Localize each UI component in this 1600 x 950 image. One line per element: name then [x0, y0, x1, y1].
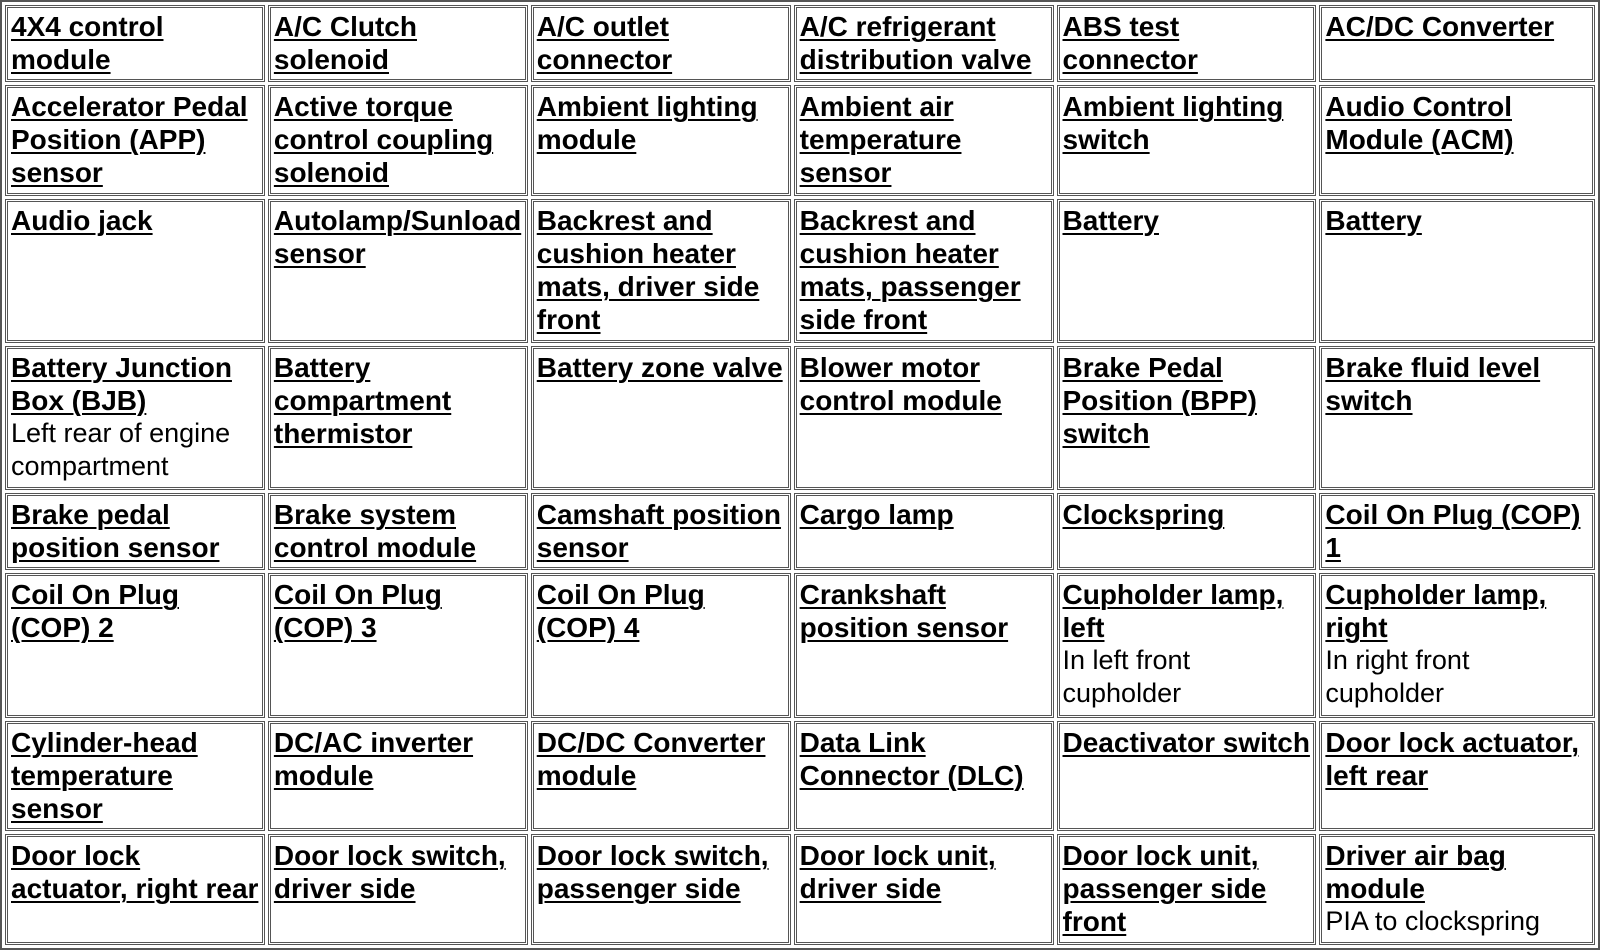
component-link[interactable]: Cupholder lamp, right	[1325, 579, 1547, 644]
component-link[interactable]: Coil On Plug (COP) 3	[273, 579, 442, 644]
table-cell	[1057, 493, 1317, 570]
table-cell	[794, 721, 1054, 832]
component-link[interactable]: Door lock unit, passenger side front	[1062, 840, 1267, 938]
component-link[interactable]: Data Link Connector (DLC)	[799, 726, 1024, 791]
component-link[interactable]: A/C Clutch solenoid	[273, 11, 417, 75]
table-row	[5, 573, 1595, 717]
table-cell	[5, 493, 265, 570]
component-link[interactable]: Brake pedal position sensor	[11, 499, 220, 564]
component-link[interactable]: Battery	[1325, 204, 1422, 236]
table-cell	[794, 493, 1054, 570]
table-cell	[794, 85, 1054, 196]
table-cell	[5, 573, 265, 717]
component-link[interactable]: DC/AC inverter module	[273, 726, 474, 791]
component-location-note: PIA to clockspring	[1325, 906, 1540, 937]
component-link[interactable]: Battery compartment thermistor	[273, 352, 452, 450]
table-cell	[5, 199, 265, 343]
table-cell	[1319, 721, 1595, 832]
component-link[interactable]: Door lock switch, passenger side	[536, 840, 769, 905]
table-cell	[1319, 834, 1595, 945]
component-link[interactable]: Audio Control Module (ACM)	[1325, 91, 1514, 156]
component-link[interactable]: Deactivator switch	[1062, 726, 1310, 758]
table-row	[5, 199, 1595, 343]
table-cell	[531, 834, 791, 945]
table-cell	[1057, 834, 1317, 945]
component-link[interactable]: Door lock actuator, right rear	[11, 840, 259, 905]
table-cell	[1057, 5, 1317, 82]
table-cell	[1057, 85, 1317, 196]
component-link[interactable]: Ambient lighting module	[536, 91, 758, 156]
component-link[interactable]: Active torque control coupling solenoid	[273, 91, 494, 189]
table-row	[5, 493, 1595, 570]
component-link[interactable]: Cupholder lamp, left	[1062, 579, 1284, 644]
table-cell	[531, 199, 791, 343]
table-cell	[5, 346, 265, 490]
component-link[interactable]: Autolamp/Sunload sensor	[273, 204, 522, 269]
component-link[interactable]: Ambient lighting switch	[1062, 91, 1284, 156]
component-link[interactable]: Backrest and cushion heater mats, driver side front	[536, 204, 760, 335]
table-cell	[5, 85, 265, 196]
component-link[interactable]: Door lock actuator, left rear	[1325, 726, 1579, 791]
component-link[interactable]: Coil On Plug (COP) 2	[11, 579, 179, 644]
component-link[interactable]: Cargo lamp	[799, 499, 954, 531]
table-body	[5, 5, 1595, 945]
table-cell	[1319, 346, 1595, 490]
component-link[interactable]: Brake Pedal Position (BPP) switch	[1062, 352, 1257, 450]
table-row	[5, 721, 1595, 832]
table-cell	[531, 721, 791, 832]
table-cell	[531, 493, 791, 570]
table-cell	[268, 573, 528, 717]
component-link[interactable]: Door lock unit, driver side	[799, 840, 996, 905]
table-cell	[1319, 85, 1595, 196]
component-link[interactable]: Blower motor control module	[799, 352, 1002, 417]
component-link[interactable]: Crankshaft position sensor	[799, 579, 1009, 644]
table-cell	[268, 199, 528, 343]
table-cell	[794, 573, 1054, 717]
component-link[interactable]: Coil On Plug (COP) 4	[536, 579, 705, 644]
component-link[interactable]: Ambient air temperature sensor	[799, 91, 962, 189]
table-cell	[794, 834, 1054, 945]
table-cell	[268, 721, 528, 832]
table-cell	[268, 85, 528, 196]
component-link[interactable]: Audio jack	[11, 204, 153, 236]
component-link[interactable]: Battery zone valve	[536, 352, 783, 384]
component-location-note: In left front cupholder	[1062, 645, 1191, 709]
table-cell	[794, 5, 1054, 82]
component-location-note: Left rear of engine compartment	[11, 418, 231, 482]
table-cell	[531, 5, 791, 82]
component-link[interactable]: Clockspring	[1062, 499, 1225, 531]
table-cell	[1319, 493, 1595, 570]
component-link[interactable]: Cylinder-head temperature sensor	[11, 726, 198, 824]
component-link[interactable]: DC/DC Converter module	[536, 726, 766, 791]
table-row	[5, 5, 1595, 82]
component-link[interactable]: Battery Junction Box (BJB)	[11, 352, 232, 417]
table-cell	[1057, 573, 1317, 717]
table-cell	[1319, 5, 1595, 82]
component-link[interactable]: Brake fluid level switch	[1325, 352, 1541, 417]
table-cell	[1057, 199, 1317, 343]
table-row	[5, 85, 1595, 196]
table-cell	[1319, 199, 1595, 343]
table-cell	[531, 573, 791, 717]
component-link[interactable]: ABS test connector	[1062, 11, 1198, 75]
component-link[interactable]: Camshaft position sensor	[536, 499, 781, 564]
table-cell	[1057, 721, 1317, 832]
table-cell	[5, 5, 265, 82]
table-cell	[268, 5, 528, 82]
component-link[interactable]: Battery	[1062, 204, 1159, 236]
component-link[interactable]: Accelerator Pedal Position (APP) sensor	[11, 91, 248, 189]
component-link[interactable]: Driver air bag module	[1325, 840, 1506, 905]
component-link[interactable]: Brake system control module	[273, 499, 477, 564]
table-cell	[531, 346, 791, 490]
table-cell	[5, 721, 265, 832]
component-link[interactable]: Coil On Plug (COP) 1	[1325, 499, 1581, 564]
table-cell	[531, 85, 791, 196]
table-cell	[268, 346, 528, 490]
table-cell	[1057, 346, 1317, 490]
table-row	[5, 346, 1595, 490]
table-cell	[1319, 573, 1595, 717]
component-location-note: In right front cupholder	[1325, 645, 1470, 709]
component-link[interactable]: A/C outlet connector	[536, 11, 673, 75]
component-link[interactable]: A/C refrigerant distribution valve	[799, 11, 1032, 75]
table-cell	[794, 346, 1054, 490]
table-row	[5, 834, 1595, 945]
table-cell	[268, 493, 528, 570]
component-link[interactable]: 4X4 control module	[11, 11, 164, 75]
table-cell	[5, 834, 265, 945]
table-cell	[268, 834, 528, 945]
component-link[interactable]: Backrest and cushion heater mats, passenger side front	[799, 204, 1021, 335]
component-link[interactable]: AC/DC Converter	[1325, 11, 1555, 42]
table-cell	[794, 199, 1054, 343]
component-link[interactable]: Door lock switch, driver side	[273, 840, 506, 905]
